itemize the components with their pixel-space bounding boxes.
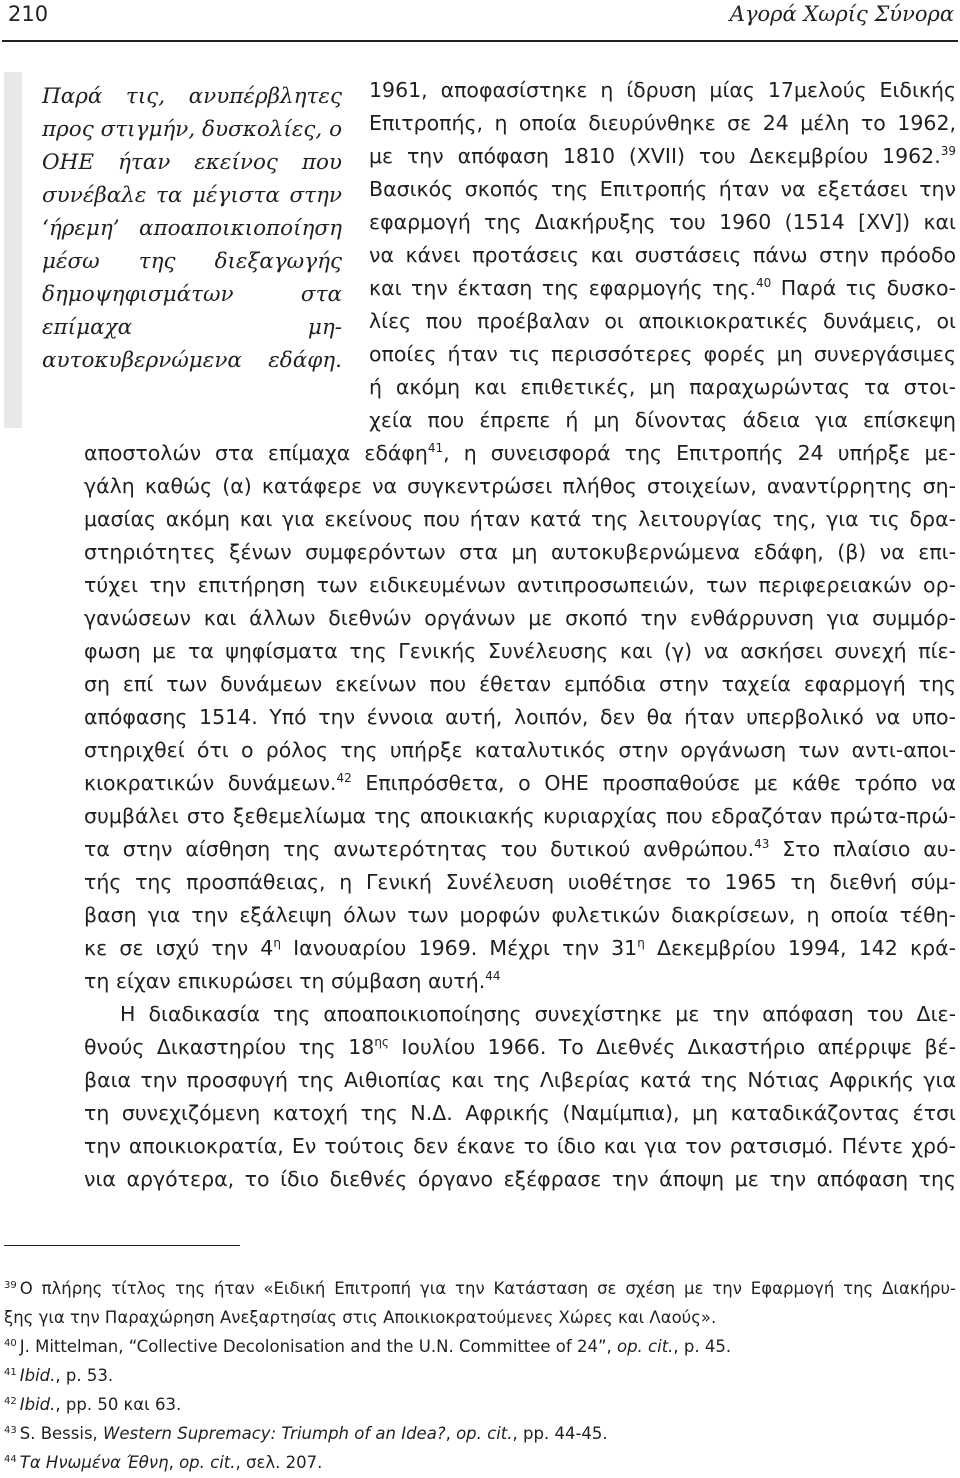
text-line: στηριότητες ξένων συμφερόντων στα μη αυτοκυβερνώμενα εδάφη, (β) να επι- — [84, 540, 956, 564]
text-line: λίες που προέβαλαν οι αποικιοκρατικές δυνάμεις, οι — [369, 309, 956, 333]
footnote-41: $^{41}$ Ibid., p. 53. — [4, 1366, 114, 1385]
text-line: απόφασης 1514. Υπό την έννοια αυτή, λοιπόν, δεν θα ήταν υπερβολικό να υπο- — [84, 705, 956, 729]
text-line: βαια την προσφυγή της Αιθιοπίας και της Λιβερίας κατά της Νότιας Αφρικής για — [84, 1068, 956, 1092]
footnote-ref: 39 — [940, 144, 956, 159]
ordinal-suffix: η — [637, 936, 645, 951]
text-line: γανώσεων και άλλων διεθνών οργάνων με σκοπό την ενθάρρυνση για συμμόρ- — [84, 606, 956, 630]
text-line: φωση με τα ψηφίσματα της Γενικής Συνέλευσης και (γ) να ασκήσει συνεχή πίε- — [84, 639, 956, 663]
footnotes — [4, 1274, 956, 1477]
text-line: τα στην αίσθηση της ανωτερότητας του δυτικού ανθρώπου.$^{43}$ Στο πλαίσιο αυ- — [84, 837, 956, 861]
text-line: εφαρμογή της Διακήρυξης του 1960 (1514 [XV]) και — [369, 210, 956, 234]
text-line: Η διαδικασία της αποαποικιοποίησης συνεχίστηκε με την απόφαση του Διε- — [120, 1002, 956, 1026]
text-line: στηριχθεί ότι ο ρόλος της υπήρξε καταλυτικός στην οργάνωση των αντι-αποι- — [84, 738, 956, 762]
text-line: ή ακόμη και επιθετικές, μη παραχωρώντας τα στοι- — [369, 375, 956, 399]
text-line: κιοκρατικών δυνάμεων.$^{42}$ Επιπρόσθετα, ο ΟΗΕ προσπαθούσε με κάθε τρόπο να — [84, 771, 956, 795]
margin-note-line: ΟΗΕ ήταν εκείνος που — [42, 150, 342, 175]
text-line: 1961, αποφασίστηκε η ίδρυση μίας 17μελούς Ειδικής — [369, 78, 956, 102]
text-line: νια αργότερα, το ίδιο διεθνές όργανο εξέφρασε την άποψη με την απόφαση της — [84, 1167, 956, 1191]
text-line: Βασικός σκοπός της Επιτροπής ήταν να εξετάσει την — [369, 177, 956, 201]
text-line: θνούς Δικαστηρίου της $18^{\eta\varsigma}$ Ιουλίου 1966. Το Διεθνές Δικαστήριο απέρριψε βέ- — [84, 1035, 956, 1059]
running-title: Αγορά Χωρίς Σύνορα — [729, 2, 954, 26]
margin-note-line: επίμαχα μη- — [42, 315, 342, 340]
text-line: την αποικιοκρατία, Εν τούτοις δεν έκανε το ίδιο και για τον ρατσισμό. Πέντε χρό- — [84, 1134, 956, 1158]
footnote-43: $^{43}$ S. Bessis, Western Supremacy: Triumph of an Idea?, op. cit., pp. 44-45. — [4, 1424, 608, 1443]
margin-note-line: Παρά τις, ανυπέρβλητες — [42, 84, 342, 109]
margin-note-line: προς στιγμήν, δυσκολίες, ο — [42, 117, 343, 142]
body-text — [84, 74, 956, 1196]
text-line: τη είχαν επικυρώσει τη σύμβαση αυτή.$^{44}$ — [84, 969, 501, 993]
margin-note-line: συνέβαλε τα μέγιστα στην — [42, 183, 342, 208]
text-line: με την απόφαση 1810 (XVII) του Δεκεμβρίου 1962.39 — [369, 144, 956, 168]
page-header — [0, 0, 960, 44]
margin-note-line: δημοψηφισμάτων στα — [42, 282, 342, 307]
footnote-rule — [4, 1245, 240, 1246]
footnote-40: $^{40}$ J. Mittelman, “Collective Decolonisation and the U.N. Committee of 24”, op. cit., p. 45. — [4, 1337, 732, 1356]
ordinal-suffix: η — [273, 936, 281, 951]
margin-note-line: μέσω της διεξαγωγής — [42, 249, 342, 274]
text-line: αποστολών στα επίμαχα εδάφη$^{41}$, η συνεισφορά της Επιτροπής 24 υπήρξε με- — [84, 441, 956, 465]
text-line: και την έκταση της εφαρμογής της.$^{40}$ Παρά τις δυσκο- — [369, 276, 956, 300]
page-number: 210 — [8, 2, 49, 26]
text-line: Επιτροπής, η οποία διευρύνθηκε σε 24 μέλη το 1962, — [369, 111, 956, 135]
text-line: τύχει την επιτήρηση των ειδικευμένων αντιπροσωπειών, των περιφερειακών ορ- — [84, 573, 956, 597]
ordinal-suffix: ης — [374, 1035, 389, 1050]
text-line: οποίες ήταν τις περισσότερες φορές μη συνεργάσιμες — [369, 342, 956, 366]
footnote-ref: 40 — [756, 276, 772, 291]
text-line: μασίας ακόμη και για εκείνους που ήταν κατά της λειτουργίας της, για τις δρα- — [84, 507, 956, 531]
text-line: κε σε ισχύ την $4^\eta$ Ιανουαρίου 1969. Μέχρι την $31^\eta$ Δεκεμβρίου 1994, 142 κρά- — [84, 936, 957, 960]
footnote-ref: 41 — [427, 441, 444, 456]
footnote-42: $^{42}$ Ibid., pp. 50 και 63. — [4, 1395, 182, 1414]
footnote-ref: 43 — [754, 837, 770, 852]
text-line: τής της προσπάθειας, η Γενική Συνέλευση υιοθέτησε το 1965 τη διεθνή σύμ- — [84, 870, 956, 894]
footnote-ref: 42 — [336, 771, 352, 786]
text-line: συμβάλει στο ξεθεμελίωμα της αποικιακής κυριαρχίας που εδραζόταν πρώτα-πρώ- — [84, 804, 956, 828]
footnote-39-cont: ξης για την Παραχώρηση Ανεξαρτησίας στις Αποικιοκρατούμενες Χώρες και Λαούς». — [4, 1308, 717, 1327]
margin-note-line: ‘ήρεμη’ αποαποικιοποίηση — [42, 216, 342, 241]
text-line: τη συνεχιζόμενη κατοχή της Ν.Δ. Αφρικής (Ναμίμπια), μη καταδικάζοντας έτσι — [84, 1101, 956, 1125]
text-line: χεία που έπρεπε ή μη δίνοντας άδεια για επίσκεψη — [369, 408, 956, 432]
margin-note-line: αυτοκυβερνώμενα εδάφη. — [42, 348, 342, 373]
footnote-ref: 44 — [485, 969, 501, 984]
footnote-39: $^{39}$ Ο πλήρης τίτλος της ήταν «Ειδική Επιτροπή για την Κατάσταση σε σχέση με την Εφαρμογή της Διακήρυ- — [4, 1279, 956, 1298]
margin-note-bar — [4, 72, 22, 428]
text-line: βαση για την εξάλειψη όλων των μορφών φυλετικών διακρίσεων, η οποία τέθη- — [84, 903, 956, 927]
text-line: γάλη καθώς (α) κατάφερε να συγκεντρώσει πλήθος στοιχείων, αναντίρρητης ση- — [84, 474, 956, 498]
text-line: να κάνει προτάσεις και συστάσεις πάνω στην πρόοδο — [369, 243, 956, 267]
footnote-44: $^{44}$ Τα Ηνωμένα Έθνη, op. cit., σελ. 207. — [4, 1453, 323, 1472]
header-rule — [2, 40, 958, 42]
text-line: ση επί των δυνάμεων εκείνων που έθεταν εμπόδια στην ταχεία εφαρμογή της — [84, 672, 956, 696]
